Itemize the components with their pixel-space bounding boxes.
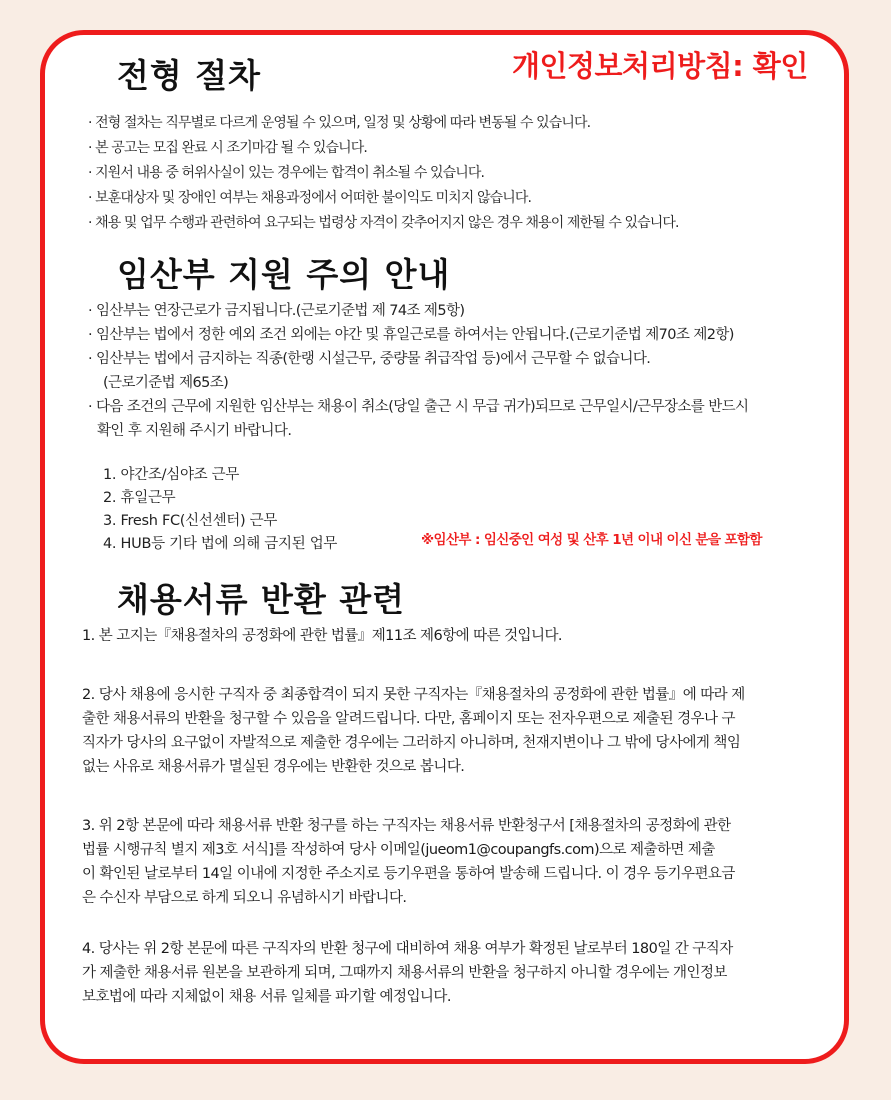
pregnancy-item: · 임산부는 법에서 금지하는 직종(한랭 시설근무, 중량물 취급작업 등)에서 근무할 수 없습니다. xyxy=(88,351,651,367)
procedure-item: · 채용 및 업무 수행과 관련하여 요구되는 법령상 자격이 갖추어지지 않은 경우 채용이 제한될 수 있습니다. xyxy=(88,215,679,231)
pregnancy-item: (근로기준법 제65조) xyxy=(103,375,229,391)
documents-paragraph xyxy=(82,624,562,648)
procedure-item: · 전형 절차는 직무별로 다르게 운영될 수 있으며, 일정 및 상황에 따라 변동될 수 있습니다. xyxy=(88,115,591,131)
documents-paragraph xyxy=(82,814,735,910)
pregnancy-title: 임산부 지원 주의 안내 xyxy=(117,255,451,294)
procedure-item: · 지원서 내용 중 허위사실이 있는 경우에는 합격이 취소될 수 있습니다. xyxy=(88,165,485,181)
paragraph-line: 은 수신자 부담으로 하게 되오니 유념하시기 바랍니다. xyxy=(82,890,407,906)
paragraph-line: 1. 본 고지는『채용절차의 공정화에 관한 법률』제11조 제6항에 따른 것입니다. xyxy=(82,628,562,644)
pregnancy-item: 확인 후 지원해 주시기 바랍니다. xyxy=(97,423,292,439)
paragraph-line: 4. 당사는 위 2항 본문에 따른 구직자의 반환 청구에 대비하여 채용 여부가 확정된 날로부터 180일 간 구직자 xyxy=(82,941,733,957)
paragraph-line: 없는 사유로 채용서류가 멸실된 경우에는 반환한 것으로 봅니다. xyxy=(82,759,465,775)
condition-item: 2. 휴일근무 xyxy=(103,490,176,506)
paragraph-line: 3. 위 2항 본문에 따라 채용서류 반환 청구를 하는 구직자는 채용서류 반환청구서 [채용절차의 공정화에 관한 xyxy=(82,818,731,834)
paragraph-line: 가 제출한 채용서류 원본을 보관하게 되며, 그때까지 채용서류의 반환을 청구하지 아니할 경우에는 개인정보 xyxy=(82,965,727,981)
privacy-policy-link[interactable]: 개인정보처리방침: 확인 xyxy=(512,49,808,83)
condition-item: 3. Fresh FC(신선센터) 근무 xyxy=(103,513,278,529)
paragraph-line: 법률 시행규칙 별지 제3호 서식]를 작성하여 당사 이메일(jueom1@coupangfs.com)으로 제출하면 제출 xyxy=(82,842,715,858)
documents-paragraph xyxy=(82,683,745,779)
documents-title: 채용서류 반환 관련 xyxy=(117,580,406,619)
procedure-item: · 보훈대상자 및 장애인 여부는 채용과정에서 어떠한 불이익도 미치지 않습니다. xyxy=(88,190,532,206)
condition-item: 1. 야간조/심야조 근무 xyxy=(103,467,240,483)
pregnancy-item: · 다음 조건의 근무에 지원한 임산부는 채용이 취소(당일 출근 시 무급 귀가)되므로 근무일시/근무장소를 반드시 xyxy=(88,399,749,415)
paragraph-line: 보호법에 따라 지체없이 채용 서류 일체를 파기할 예정입니다. xyxy=(82,989,451,1005)
pregnancy-item: · 임산부는 연장근로가 금지됩니다.(근로기준법 제 74조 제5항) xyxy=(88,303,465,319)
paragraph-line: 2. 당사 채용에 응시한 구직자 중 최종합격이 되지 못한 구직자는『채용절차의 공정화에 관한 법률』에 따라 제 xyxy=(82,687,745,703)
procedure-title: 전형 절차 xyxy=(117,56,262,95)
pregnancy-note: ※임산부 : 임신중인 여성 및 산후 1년 이내 이신 분을 포함함 xyxy=(421,532,762,548)
procedure-item: · 본 공고는 모집 완료 시 조기마감 될 수 있습니다. xyxy=(88,140,367,156)
documents-paragraph xyxy=(82,937,733,1009)
paragraph-line: 직자가 당사의 요구없이 자발적으로 제출한 경우에는 그러하지 아니하며, 천재지변이나 그 밖에 당사에게 책임 xyxy=(82,735,741,751)
pregnancy-item: · 임산부는 법에서 정한 예외 조건 외에는 야간 및 휴일근로를 하여서는 안됩니다.(근로기준법 제70조 제2항) xyxy=(88,327,734,343)
paragraph-line: 출한 채용서류의 반환을 청구할 수 있음을 알려드립니다. 다만, 홈페이지 또는 전자우편으로 제출된 경우나 구 xyxy=(82,711,735,727)
paragraph-line: 이 확인된 날로부터 14일 이내에 지정한 주소지로 등기우편을 통하여 발송해 드립니다. 이 경우 등기우편요금 xyxy=(82,866,735,882)
condition-item: 4. HUB등 기타 법에 의해 금지된 업무 xyxy=(103,536,338,552)
